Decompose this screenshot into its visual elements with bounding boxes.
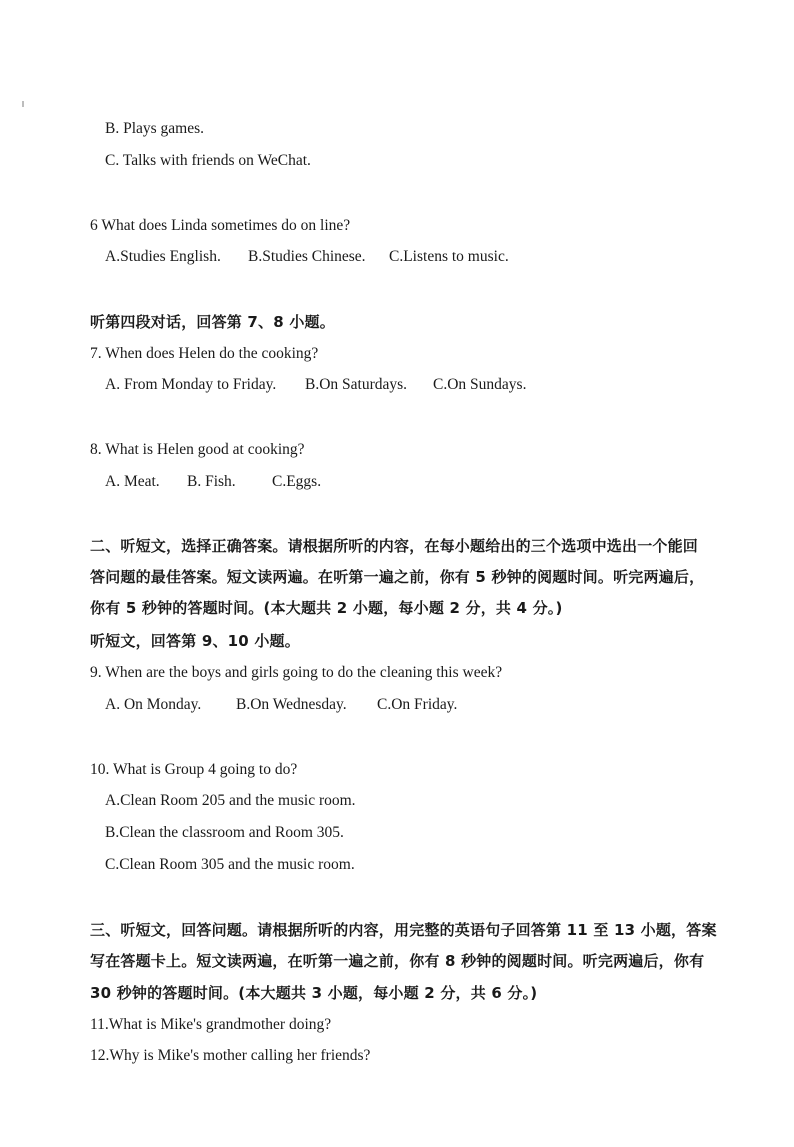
q7-option-b: B.On Saturdays.: [305, 376, 408, 393]
q8-question: 8. What is Helen good at cooking?: [90, 441, 305, 458]
section3-line2: 写在答题卡上。短文读两遍，在听第一遍之前，你有 8 秒钟的阅题时间。听完两遍后，你有: [90, 952, 705, 970]
q7-options: [105, 375, 526, 395]
section3-line3: 30 秒钟的答题时间。(本大题共 3 小题，每小题 2 分，共 6 分。): [90, 984, 538, 1002]
q6-option-c: C.Listens to music.: [389, 248, 509, 265]
q5-option-b: B. Plays games.: [105, 120, 205, 137]
q6-options: [105, 247, 509, 267]
q9-options: [105, 695, 457, 715]
section2-instruction: 听短文，回答第 9、10 小题。: [90, 632, 300, 650]
dialog4-instruction: 听第四段对话，回答第 7、8 小题。: [90, 313, 335, 331]
q7-option-a: A. From Monday to Friday.: [105, 376, 277, 393]
section2-line1: 二、听短文，选择正确答案。请根据所听的内容，在每小题给出的三个选项中选出一个能回: [90, 537, 699, 555]
q6-question: 6 What does Linda sometimes do on line?: [90, 217, 351, 234]
q11-question: 11.What is Mike's grandmother doing?: [90, 1016, 332, 1033]
q9-option-c: C.On Friday.: [377, 696, 458, 713]
q6-option-b: B.Studies Chinese.: [248, 248, 366, 265]
q10-option-a: A.Clean Room 205 and the music room.: [105, 792, 356, 809]
q8-option-a: A. Meat.: [105, 473, 160, 490]
q7-option-c: C.On Sundays.: [433, 376, 527, 393]
q9-option-b: B.On Wednesday.: [236, 696, 347, 713]
q6-option-a: A.Studies English.: [105, 248, 221, 265]
section2-line2: 答问题的最佳答案。短文读两遍。在听第一遍之前，你有 5 秒钟的阅题时间。听完两遍后，: [90, 568, 705, 586]
q9-option-a: A. On Monday.: [105, 696, 202, 713]
q8-options: [105, 472, 321, 492]
scan-mark: [22, 101, 24, 107]
q9-question: 9. When are the boys and girls going to do the cleaning this week?: [90, 664, 503, 681]
q7-question: 7. When does Helen do the cooking?: [90, 345, 319, 362]
q8-option-c: C.Eggs.: [272, 473, 322, 490]
q5-option-c: C. Talks with friends on WeChat.: [105, 152, 311, 169]
q10-question: 10. What is Group 4 going to do?: [90, 761, 298, 778]
section2-line3: 你有 5 秒钟的答题时间。(本大题共 2 小题，每小题 2 分，共 4 分。): [90, 599, 563, 617]
q8-option-b: B. Fish.: [187, 473, 236, 490]
q10-option-b: B.Clean the classroom and Room 305.: [105, 824, 344, 841]
section3-line1: 三、听短文，回答问题。请根据所听的内容，用完整的英语句子回答第 11 至 13 小题，答案: [90, 921, 717, 939]
q10-option-c: C.Clean Room 305 and the music room.: [105, 856, 355, 873]
q12-question: 12.Why is Mike's mother calling her friends?: [90, 1047, 371, 1064]
